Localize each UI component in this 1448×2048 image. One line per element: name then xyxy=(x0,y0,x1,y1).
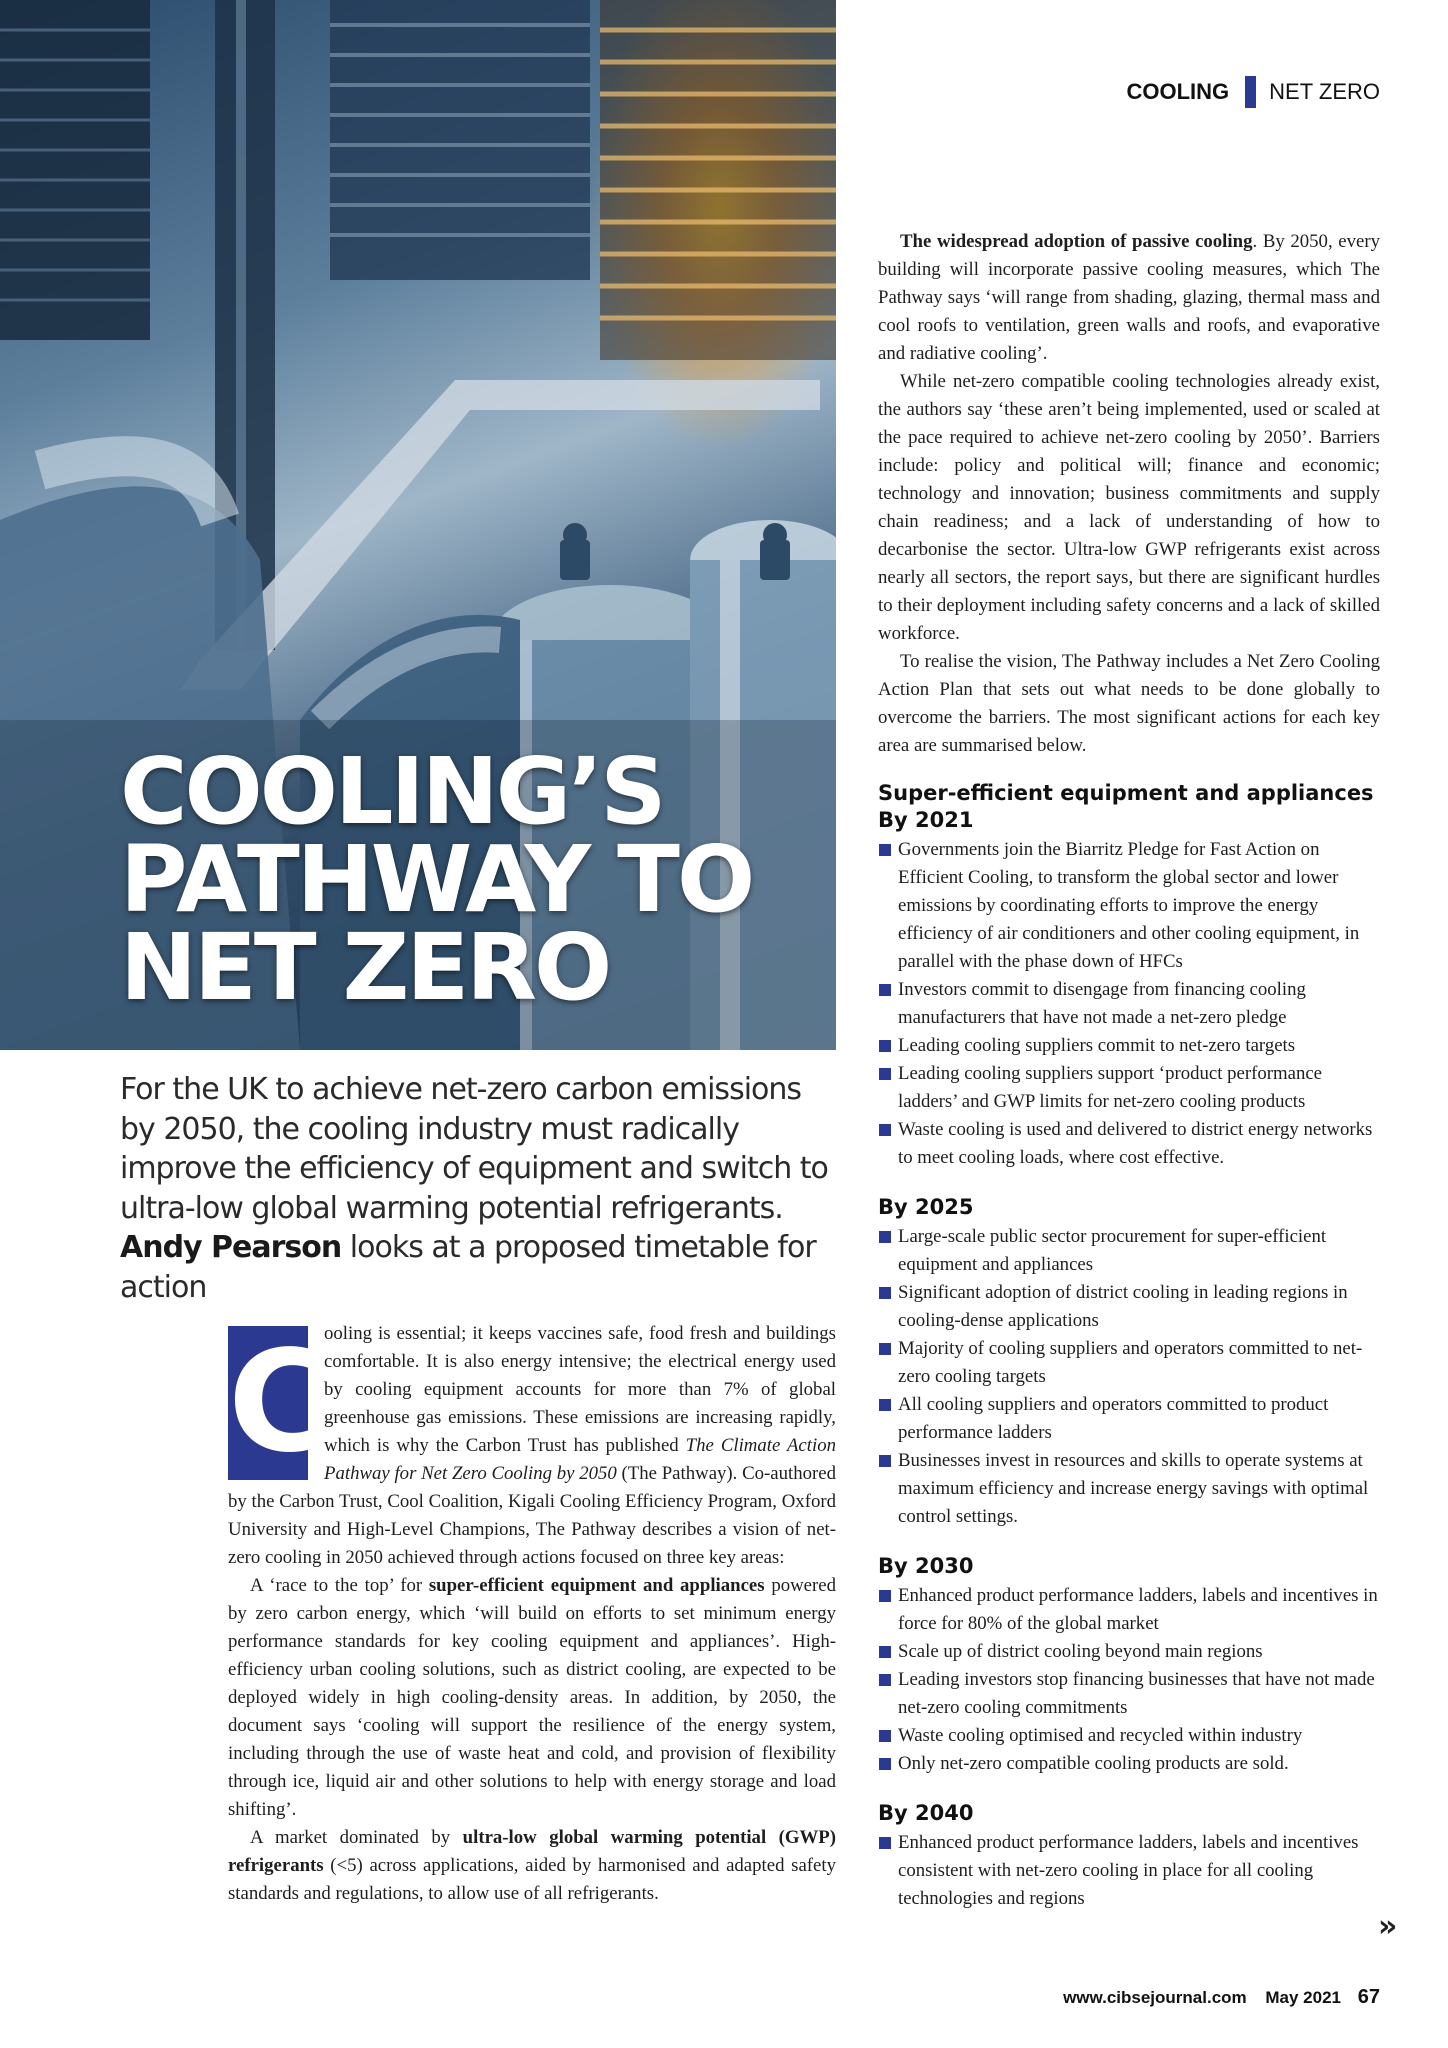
key-area-bold: ultra-low global warming potential (GWP) refrigerants xyxy=(228,1827,837,1876)
continue-arrow-icon: » xyxy=(1378,1909,1398,1944)
list-item: Scale up of district cooling beyond main regions xyxy=(878,1638,1380,1666)
article-title-line-1: COOLING’S xyxy=(120,738,664,845)
list-item: Waste cooling optimised and recycled within industry xyxy=(878,1722,1380,1750)
list-item: Investors commit to disengage from financing cooling manufacturers that have not made a net-zero pledge xyxy=(878,976,1380,1032)
page-number: 67 xyxy=(1357,1986,1380,2008)
list-item: Enhanced product performance ladders, labels and incentives in force for 80% of the global market xyxy=(878,1582,1380,1638)
page-footer xyxy=(1063,1986,1380,2009)
year-heading-2040: By 2040 xyxy=(878,1801,974,1825)
paragraph-text: (The Pathway). Co-authored by the Carbon Trust, Cool Coalition, Kigali Cooling Efficiency Program, Oxford University and High-Level Champions, The Pathway describes a vision of net-zero cooling in 2050 achieved through actions focused on three key areas: xyxy=(228,1463,836,1568)
body-paragraph xyxy=(228,1824,836,1908)
list-item: Businesses invest in resources and skills to operate systems at maximum efficiency and increase energy savings with optimal control settings. xyxy=(878,1447,1380,1531)
section-subheading: Super-efficient equipment and appliances xyxy=(878,781,1374,805)
article-title xyxy=(120,738,753,1021)
body-column-right xyxy=(878,228,1380,1913)
key-area-bold: The widespread adoption of passive cooling xyxy=(900,231,1253,252)
action-list-2021 xyxy=(878,836,1380,1172)
list-item: All cooling suppliers and operators committed to product performance ladders xyxy=(878,1391,1380,1447)
drop-cap: C xyxy=(228,1321,331,1484)
body-paragraph xyxy=(878,228,1380,368)
hero-image xyxy=(0,0,836,1050)
body-column-left xyxy=(228,1320,836,1908)
list-item: Only net-zero compatible cooling products are sold. xyxy=(878,1750,1380,1778)
year-heading-2021: By 2021 xyxy=(878,808,974,832)
standfirst xyxy=(120,1070,840,1307)
year-heading-2030: By 2030 xyxy=(878,1554,974,1578)
list-item: Significant adoption of district cooling in leading regions in cooling-dense applications xyxy=(878,1279,1380,1335)
year-heading-2025: By 2025 xyxy=(878,1195,974,1219)
paragraph-text: A market dominated by xyxy=(250,1827,463,1848)
body-paragraph: While net-zero compatible cooling technologies already exist, the authors say ‘these aren’t being implemented, used or scaled at the pace required to achieve net-zero cooling by 2050’. Barriers include: policy and political will; finance and economic; technology and innovation; business commitments and supply chain readiness; and a lack of understanding of how to decarbonise the sector. Ultra-low GWP refrigerants exist across nearly all sectors, the report says, but there are significant hurdles to their deployment including safety concerns and a lack of skilled workforce. xyxy=(878,371,1380,644)
paragraph-text: ooling is essential; it keeps vaccines safe, food fresh and buildings comfortable. It is also energy intensive; the electrical energy used by cooling equipment accounts for more than 7% of global greenhouse gas emissions. These emissions are increasing rapidly, which is why the Carbon Trust has published xyxy=(324,1323,836,1456)
list-item: Leading cooling suppliers support ‘product performance ladders’ and GWP limits for net-zero cooling products xyxy=(878,1060,1380,1116)
list-item: Large-scale public sector procurement for super-efficient equipment and appliances xyxy=(878,1223,1380,1279)
list-item: Leading investors stop financing businesses that have not made net-zero cooling commitments xyxy=(878,1666,1380,1722)
paragraph-text: A ‘race to the top’ for xyxy=(250,1575,429,1596)
list-item: Enhanced product performance ladders, labels and incentives consistent with net-zero cooling in place for all cooling technologies and regions xyxy=(878,1829,1380,1913)
action-list-2030 xyxy=(878,1582,1380,1778)
journal-url: www.cibsejournal.com xyxy=(1063,1988,1247,2007)
issue-date: May 2021 xyxy=(1265,1988,1342,2007)
paragraph-text: . By 2050, every building will incorporate passive cooling measures, which The Pathway says ‘will range from shading, glazing, thermal mass and cool roofs to ventilation, green walls and roofs, and evaporative and radiative cooling’. xyxy=(878,231,1380,364)
list-item: Governments join the Biarritz Pledge for Fast Action on Efficient Cooling, to transform the global sector and lower emissions by coordinating efforts to improve the energy efficiency of air conditioners and other cooling equipment, in parallel with the phase down of HFCs xyxy=(878,836,1380,976)
body-paragraph xyxy=(228,1572,836,1824)
list-item: Waste cooling is used and delivered to district energy networks to meet cooling loads, where cost effective. xyxy=(878,1116,1380,1172)
list-item: Majority of cooling suppliers and operators committed to net-zero cooling targets xyxy=(878,1335,1380,1391)
action-list-2040 xyxy=(878,1829,1380,1913)
paragraph-text: (<5) across applications, aided by harmonised and adapted safety standards and regulations, to allow use of all refrigerants. xyxy=(228,1855,836,1904)
list-item: Leading cooling suppliers commit to net-zero targets xyxy=(878,1032,1380,1060)
paragraph-text: powered by zero carbon energy, which ‘will build on efforts to set minimum energy performance standards for key cooling equipment and appliances’. High-efficiency urban cooling solutions, such as district cooling, are expected to be deployed widely in high cooling-density areas. In addition, by 2050, the document says ‘cooling will support the resilience of the energy system, including through the use of waste heat and cold, and provision of flexibility through ice, liquid air and other solutions to help with energy storage and load shifting’. xyxy=(228,1575,836,1820)
section-divider-bar xyxy=(1245,76,1256,108)
key-area-bold: super-efficient equipment and appliances xyxy=(428,1575,765,1596)
article-title-line-2: PATHWAY TO xyxy=(120,826,753,933)
subsection-label: NET ZERO xyxy=(1269,79,1380,104)
section-tag xyxy=(1127,76,1381,108)
report-title: The Climate Action Pathway for Net Zero Cooling by 2050 xyxy=(324,1435,836,1484)
article-title-line-3: NET ZERO xyxy=(120,914,610,1021)
author-name: Andy Pearson xyxy=(120,1230,342,1265)
body-paragraph xyxy=(228,1320,836,1572)
action-list-2025 xyxy=(878,1223,1380,1531)
section-label: COOLING xyxy=(1126,79,1230,104)
standfirst-suffix: looks at a proposed timetable for action xyxy=(120,1230,816,1305)
standfirst-text: For the UK to achieve net-zero carbon emissions by 2050, the cooling industry must radically improve the efficiency of equipment and switch to ultra-low global warming potential refrigerants. xyxy=(120,1072,828,1226)
body-paragraph: To realise the vision, The Pathway includes a Net Zero Cooling Action Plan that sets out what needs to be done globally to overcome the barriers. The most significant actions for each key area are summarised below. xyxy=(878,651,1380,756)
